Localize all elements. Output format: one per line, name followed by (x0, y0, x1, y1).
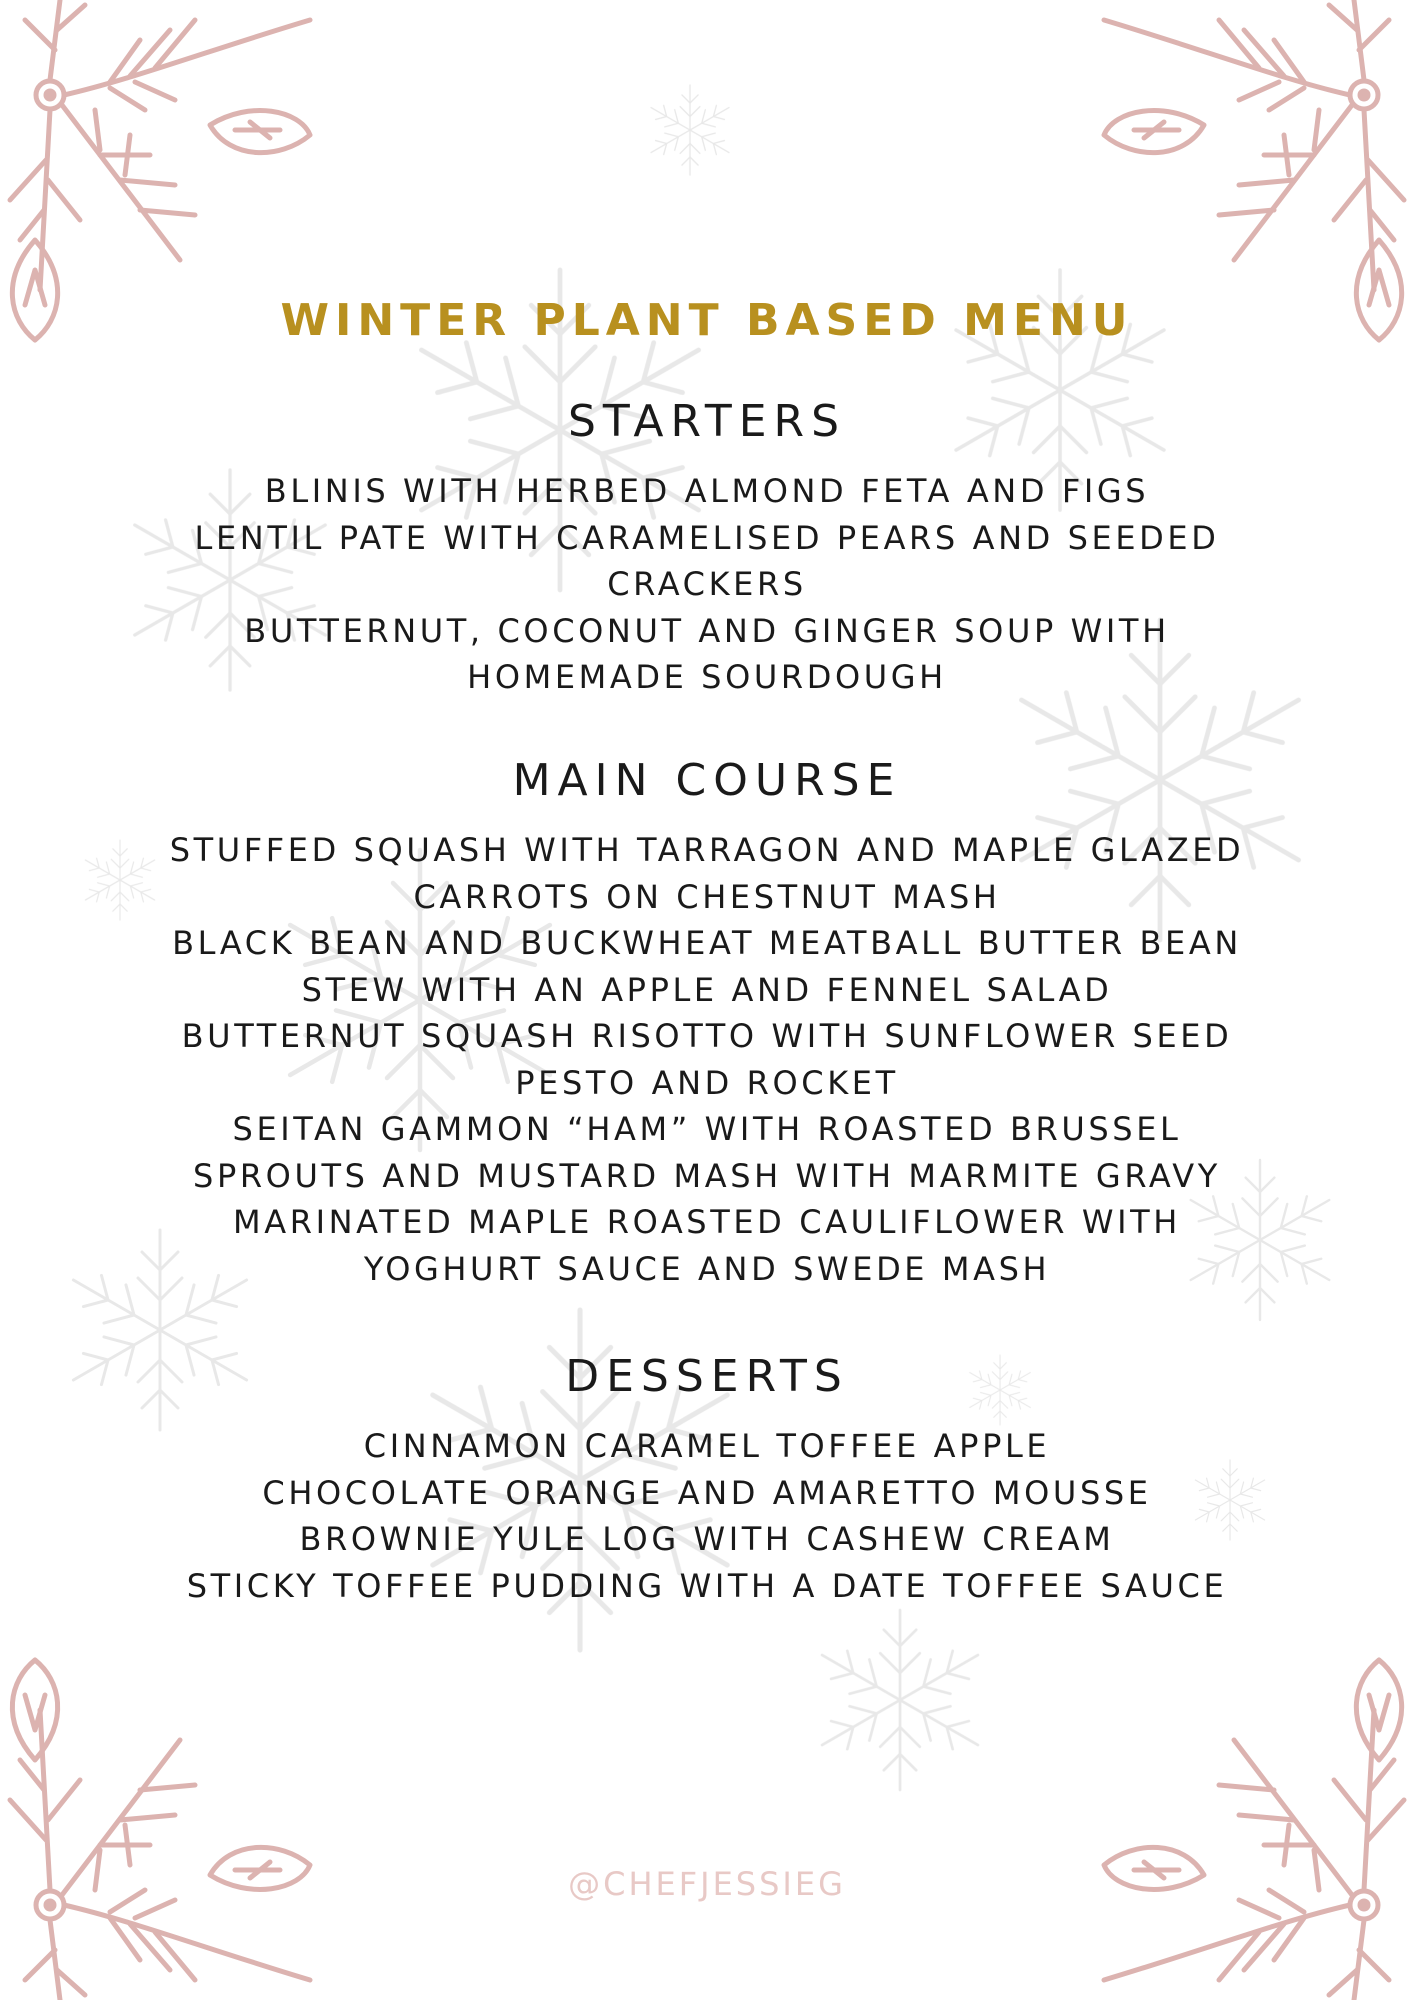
snowflake-ornament-icon (0, 1640, 320, 2000)
section-desserts (0, 1349, 1414, 1609)
section-main-course (0, 753, 1414, 1292)
list-item: BUTTERNUT, COCONUT AND GINGER SOUP WITH HOMEMADE SOURDOUGH (244, 611, 1170, 696)
section-heading-desserts: DESSERTS (565, 1351, 849, 1402)
list-item: MARINATED MAPLE ROASTED CAULIFLOWER WITH YOGHURT SAUCE AND SWEDE MASH (233, 1203, 1181, 1288)
social-handle: @CHEFJESSIEG (568, 1865, 846, 1903)
snowflake-ornament-icon (1094, 1640, 1414, 2000)
snowflake-background-icon (651, 85, 729, 175)
snowflake-background-icon (822, 1610, 978, 1790)
section-heading-starters: STARTERS (567, 396, 847, 447)
list-item: BROWNIE YULE LOG WITH CASHEW CREAM (299, 1520, 1115, 1558)
list-item: LENTIL PATE WITH CARAMELISED PEARS AND SEEDED CRACKERS (194, 518, 1220, 603)
list-item: CHOCOLATE ORANGE AND AMARETTO MOUSSE (262, 1473, 1152, 1512)
list-item: CINNAMON CARAMEL TOFFEE APPLE (363, 1427, 1051, 1465)
starters-list (147, 468, 1267, 701)
list-item: STUFFED SQUASH WITH TARRAGON AND MAPLE GLAZED CARROTS ON CHESTNUT MASH (169, 831, 1245, 916)
section-starters (0, 394, 1414, 701)
list-item: BLACK BEAN AND BUCKWHEAT MEATBALL BUTTER BEAN STEW WITH AN APPLE AND FENNEL SALAD (172, 924, 1242, 1009)
desserts-list (147, 1423, 1267, 1609)
menu-title: WINTER PLANT BASED MENU (280, 295, 1134, 347)
list-item: BUTTERNUT SQUASH RISOTTO WITH SUNFLOWER SEED PESTO AND ROCKET (181, 1017, 1233, 1102)
list-item: STICKY TOFFEE PUDDING WITH A DATE TOFFEE SAUCE (186, 1566, 1228, 1605)
list-item: BLINIS WITH HERBED ALMOND FETA AND FIGS (264, 472, 1150, 510)
list-item: SEITAN GAMMON “HAM” WITH ROASTED BRUSSEL SPROUTS AND MUSTARD MASH WITH MARMITE GRAVY (193, 1110, 1221, 1195)
section-heading-main-course: MAIN COURSE (512, 755, 902, 806)
main-course-list (147, 827, 1267, 1292)
